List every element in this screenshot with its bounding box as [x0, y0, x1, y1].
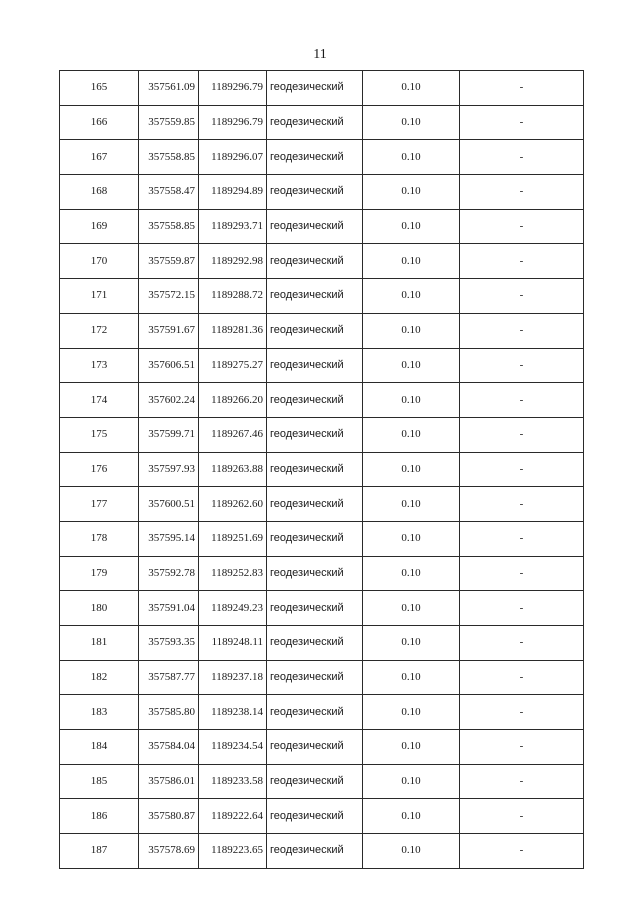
x-coordinate-cell: 357584.04	[139, 730, 199, 765]
point-number-cell: 177	[60, 487, 139, 522]
x-coordinate-cell: 357585.80	[139, 695, 199, 730]
x-coordinate-cell: 357593.35	[139, 626, 199, 661]
x-coordinate-cell: 357597.93	[139, 452, 199, 487]
accuracy-cell: 0.10	[363, 730, 460, 765]
x-coordinate-cell: 357559.85	[139, 105, 199, 140]
y-coordinate-cell: 1189233.58	[199, 764, 267, 799]
table-row	[60, 71, 584, 106]
y-coordinate-cell: 1189249.23	[199, 591, 267, 626]
method-cell: геодезический	[267, 417, 363, 452]
x-coordinate-cell: 357559.87	[139, 244, 199, 279]
method-cell: геодезический	[267, 313, 363, 348]
description-cell: -	[460, 244, 584, 279]
y-coordinate-cell: 1189293.71	[199, 209, 267, 244]
point-number-cell: 166	[60, 105, 139, 140]
description-cell: -	[460, 764, 584, 799]
table-row	[60, 140, 584, 175]
y-coordinate-cell: 1189275.27	[199, 348, 267, 383]
x-coordinate-cell: 357602.24	[139, 383, 199, 418]
table-row	[60, 105, 584, 140]
x-coordinate-cell: 357606.51	[139, 348, 199, 383]
x-coordinate-cell: 357591.04	[139, 591, 199, 626]
point-number-cell: 170	[60, 244, 139, 279]
description-cell: -	[460, 730, 584, 765]
table-row	[60, 556, 584, 591]
table-row	[60, 591, 584, 626]
y-coordinate-cell: 1189262.60	[199, 487, 267, 522]
point-number-cell: 172	[60, 313, 139, 348]
table-row	[60, 209, 584, 244]
table-row	[60, 175, 584, 210]
point-number-cell: 179	[60, 556, 139, 591]
point-number-cell: 168	[60, 175, 139, 210]
x-coordinate-cell: 357572.15	[139, 279, 199, 314]
point-number-cell: 171	[60, 279, 139, 314]
accuracy-cell: 0.10	[363, 105, 460, 140]
method-cell: геодезический	[267, 695, 363, 730]
table-row	[60, 348, 584, 383]
accuracy-cell: 0.10	[363, 71, 460, 106]
table-row	[60, 730, 584, 765]
x-coordinate-cell: 357599.71	[139, 417, 199, 452]
y-coordinate-cell: 1189252.83	[199, 556, 267, 591]
method-cell: геодезический	[267, 799, 363, 834]
x-coordinate-cell: 357578.69	[139, 834, 199, 869]
description-cell: -	[460, 834, 584, 869]
x-coordinate-cell: 357586.01	[139, 764, 199, 799]
point-number-cell: 181	[60, 626, 139, 661]
y-coordinate-cell: 1189267.46	[199, 417, 267, 452]
point-number-cell: 183	[60, 695, 139, 730]
y-coordinate-cell: 1189237.18	[199, 660, 267, 695]
table-row	[60, 383, 584, 418]
table-row	[60, 279, 584, 314]
accuracy-cell: 0.10	[363, 834, 460, 869]
description-cell: -	[460, 313, 584, 348]
description-cell: -	[460, 521, 584, 556]
y-coordinate-cell: 1189266.20	[199, 383, 267, 418]
point-number-cell: 187	[60, 834, 139, 869]
page-number: 11	[313, 47, 327, 62]
accuracy-cell: 0.10	[363, 175, 460, 210]
point-number-cell: 167	[60, 140, 139, 175]
y-coordinate-cell: 1189288.72	[199, 279, 267, 314]
point-number-cell: 186	[60, 799, 139, 834]
accuracy-cell: 0.10	[363, 140, 460, 175]
x-coordinate-cell: 357558.85	[139, 140, 199, 175]
method-cell: геодезический	[267, 383, 363, 418]
y-coordinate-cell: 1189251.69	[199, 521, 267, 556]
method-cell: геодезический	[267, 348, 363, 383]
table-row	[60, 660, 584, 695]
table-row	[60, 244, 584, 279]
table-body	[60, 71, 584, 869]
table-row	[60, 487, 584, 522]
method-cell: геодезический	[267, 279, 363, 314]
point-number-cell: 185	[60, 764, 139, 799]
table-row	[60, 313, 584, 348]
point-number-cell: 165	[60, 71, 139, 106]
x-coordinate-cell: 357591.67	[139, 313, 199, 348]
description-cell: -	[460, 175, 584, 210]
accuracy-cell: 0.10	[363, 521, 460, 556]
method-cell: геодезический	[267, 834, 363, 869]
y-coordinate-cell: 1189238.14	[199, 695, 267, 730]
table-row	[60, 417, 584, 452]
description-cell: -	[460, 591, 584, 626]
description-cell: -	[460, 383, 584, 418]
point-number-cell: 175	[60, 417, 139, 452]
method-cell: геодезический	[267, 591, 363, 626]
coordinates-table	[59, 70, 584, 869]
accuracy-cell: 0.10	[363, 660, 460, 695]
point-number-cell: 178	[60, 521, 139, 556]
accuracy-cell: 0.10	[363, 764, 460, 799]
method-cell: геодезический	[267, 71, 363, 106]
accuracy-cell: 0.10	[363, 799, 460, 834]
description-cell: -	[460, 348, 584, 383]
y-coordinate-cell: 1189296.79	[199, 71, 267, 106]
table-row	[60, 626, 584, 661]
description-cell: -	[460, 71, 584, 106]
point-number-cell: 184	[60, 730, 139, 765]
description-cell: -	[460, 626, 584, 661]
point-number-cell: 174	[60, 383, 139, 418]
description-cell: -	[460, 417, 584, 452]
y-coordinate-cell: 1189263.88	[199, 452, 267, 487]
y-coordinate-cell: 1189281.36	[199, 313, 267, 348]
accuracy-cell: 0.10	[363, 487, 460, 522]
accuracy-cell: 0.10	[363, 313, 460, 348]
x-coordinate-cell: 357587.77	[139, 660, 199, 695]
point-number-cell: 182	[60, 660, 139, 695]
table-row	[60, 695, 584, 730]
x-coordinate-cell: 357595.14	[139, 521, 199, 556]
x-coordinate-cell: 357561.09	[139, 71, 199, 106]
description-cell: -	[460, 556, 584, 591]
accuracy-cell: 0.10	[363, 417, 460, 452]
accuracy-cell: 0.10	[363, 209, 460, 244]
method-cell: геодезический	[267, 521, 363, 556]
x-coordinate-cell: 357580.87	[139, 799, 199, 834]
accuracy-cell: 0.10	[363, 591, 460, 626]
point-number-cell: 180	[60, 591, 139, 626]
method-cell: геодезический	[267, 452, 363, 487]
y-coordinate-cell: 1189296.07	[199, 140, 267, 175]
method-cell: геодезический	[267, 626, 363, 661]
description-cell: -	[460, 487, 584, 522]
description-cell: -	[460, 660, 584, 695]
y-coordinate-cell: 1189248.11	[199, 626, 267, 661]
x-coordinate-cell: 357592.78	[139, 556, 199, 591]
method-cell: геодезический	[267, 660, 363, 695]
method-cell: геодезический	[267, 244, 363, 279]
y-coordinate-cell: 1189234.54	[199, 730, 267, 765]
accuracy-cell: 0.10	[363, 556, 460, 591]
method-cell: геодезический	[267, 556, 363, 591]
y-coordinate-cell: 1189292.98	[199, 244, 267, 279]
accuracy-cell: 0.10	[363, 626, 460, 661]
y-coordinate-cell: 1189223.65	[199, 834, 267, 869]
method-cell: геодезический	[267, 730, 363, 765]
accuracy-cell: 0.10	[363, 695, 460, 730]
x-coordinate-cell: 357558.85	[139, 209, 199, 244]
y-coordinate-cell: 1189296.79	[199, 105, 267, 140]
table-row	[60, 764, 584, 799]
method-cell: геодезический	[267, 140, 363, 175]
point-number-cell: 173	[60, 348, 139, 383]
accuracy-cell: 0.10	[363, 348, 460, 383]
method-cell: геодезический	[267, 764, 363, 799]
accuracy-cell: 0.10	[363, 244, 460, 279]
table-row	[60, 452, 584, 487]
point-number-cell: 169	[60, 209, 139, 244]
table-row	[60, 521, 584, 556]
description-cell: -	[460, 105, 584, 140]
point-number-cell: 176	[60, 452, 139, 487]
method-cell: геодезический	[267, 487, 363, 522]
description-cell: -	[460, 799, 584, 834]
method-cell: геодезический	[267, 105, 363, 140]
y-coordinate-cell: 1189294.89	[199, 175, 267, 210]
description-cell: -	[460, 452, 584, 487]
accuracy-cell: 0.10	[363, 452, 460, 487]
table-row	[60, 834, 584, 869]
x-coordinate-cell: 357600.51	[139, 487, 199, 522]
method-cell: геодезический	[267, 175, 363, 210]
description-cell: -	[460, 695, 584, 730]
table-row	[60, 799, 584, 834]
accuracy-cell: 0.10	[363, 383, 460, 418]
description-cell: -	[460, 209, 584, 244]
x-coordinate-cell: 357558.47	[139, 175, 199, 210]
description-cell: -	[460, 279, 584, 314]
description-cell: -	[460, 140, 584, 175]
method-cell: геодезический	[267, 209, 363, 244]
accuracy-cell: 0.10	[363, 279, 460, 314]
y-coordinate-cell: 1189222.64	[199, 799, 267, 834]
